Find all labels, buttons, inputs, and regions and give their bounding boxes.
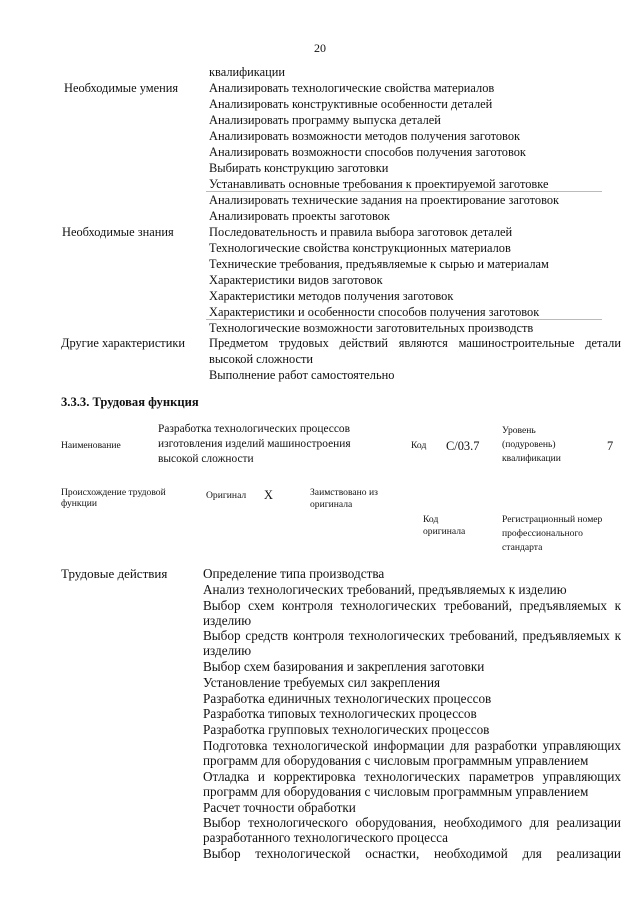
skills-item: Анализировать проекты заготовок xyxy=(209,209,390,223)
skills-item: Устанавливать основные требования к проектируемой заготовке xyxy=(209,177,549,191)
other-label: Другие характеристики xyxy=(61,336,186,350)
labor-action-item: программ для оборудования с числовым программным управлением xyxy=(203,753,589,768)
level-label: (подуровень) xyxy=(502,439,556,450)
labor-action-item: Разработка единичных технологических процессов xyxy=(203,691,492,706)
labor-action-item: Установление требуемых сил закрепления xyxy=(203,675,441,690)
skills-item: Анализировать технологические свойства материалов xyxy=(209,81,495,95)
knowledge-item: Технологические свойства конструкционных материалов xyxy=(209,241,511,255)
knowledge-item: Характеристики и особенности способов получения заготовок xyxy=(209,305,540,319)
skills-item: Анализировать возможности методов получения заготовок xyxy=(209,129,521,143)
other-item: Выполнение работ самостоятельно xyxy=(209,368,395,382)
level-value: 7 xyxy=(607,439,614,453)
origin-label: функции xyxy=(61,498,97,509)
labor-action-item: Анализ технологических требований, предъявляемых к изделию xyxy=(203,582,567,597)
reg-number-label: стандарта xyxy=(502,542,543,553)
reg-number-label: профессионального xyxy=(502,528,583,539)
function-name: изготовления изделий машиностроения xyxy=(158,438,351,450)
reg-number-label: Регистрационный номер xyxy=(502,514,603,525)
code-original-label: Код xyxy=(423,514,439,525)
level-label: квалификации xyxy=(502,453,561,464)
function-name: Разработка технологических процессов xyxy=(158,423,350,435)
labor-action-item: Выбор средств контроля технологических требований, предъявляемых к xyxy=(203,628,621,643)
knowledge-item: Технологические возможности заготовительных производств xyxy=(209,321,534,335)
code-label: Код xyxy=(411,440,427,451)
labor-action-item: программ для оборудования с числовым программным управлением xyxy=(203,784,589,799)
labor-action-item: изделию xyxy=(203,613,252,628)
labor-action-item: Расчет точности обработки xyxy=(203,800,356,815)
skills-item: Анализировать технические задания на проектирование заготовок xyxy=(209,193,560,207)
skills-label: Необходимые умения xyxy=(64,81,179,95)
skills-item: Анализировать конструктивные особенности деталей xyxy=(209,97,493,111)
labor-action-item: Выбор схем контроля технологических требований, предъявляемых к xyxy=(203,598,621,613)
continued-text: квалификации xyxy=(209,65,286,79)
original-label: Оригинал xyxy=(206,490,247,501)
skills-item: Выбирать конструкцию заготовки xyxy=(209,161,389,175)
knowledge-item: Последовательность и правила выбора заготовок деталей xyxy=(209,225,513,239)
code-original-label: оригинала xyxy=(423,526,466,537)
other-item: высокой сложности xyxy=(209,352,313,366)
skills-item: Анализировать программу выпуска деталей xyxy=(209,113,441,127)
original-mark: Х xyxy=(264,488,273,502)
knowledge-item: Характеристики видов заготовок xyxy=(209,273,383,287)
function-name: высокой сложности xyxy=(158,453,254,465)
labor-action-item: Выбор технологического оборудования, необходимого для реализации xyxy=(203,815,621,830)
borrowed-label: Заимствовано из xyxy=(310,487,378,498)
code-value: С/03.7 xyxy=(446,439,480,453)
labor-action-item: Подготовка технологической информации для разработки управляющих xyxy=(203,738,621,753)
knowledge-item: Технические требования, предъявляемые к сырью и материалам xyxy=(209,257,549,271)
skills-item: Анализировать возможности способов получения заготовок xyxy=(209,145,526,159)
level-label: Уровень xyxy=(502,425,536,436)
other-item: Предметом трудовых действий являются машиностроительные детали xyxy=(209,336,621,350)
labor-action-item: изделию xyxy=(203,643,252,658)
labor-action-item: Выбор технологической оснастки, необходимой для реализации xyxy=(203,846,621,861)
knowledge-label: Необходимые знания xyxy=(62,225,174,239)
labor-action-item: Разработка типовых технологических процессов xyxy=(203,706,477,721)
origin-label: Происхождение трудовой xyxy=(61,487,166,498)
borrowed-label: оригинала xyxy=(310,499,353,510)
labor-actions-label: Трудовые действия xyxy=(61,566,168,581)
page-number: 20 xyxy=(314,41,326,55)
labor-action-item: разработанного технологического процесса xyxy=(203,830,449,845)
labor-action-item: Выбор схем базирования и закрепления заготовки xyxy=(203,659,485,674)
labor-action-item: Определение типа производства xyxy=(203,566,385,581)
name-label: Наименование xyxy=(61,440,121,451)
labor-action-item: Отладка и корректировка технологических параметров управляющих xyxy=(203,769,621,784)
knowledge-item: Характеристики методов получения заготовок xyxy=(209,289,454,303)
labor-action-item: Разработка групповых технологических процессов xyxy=(203,722,490,737)
section-heading: 3.3.3. Трудовая функция xyxy=(61,395,199,409)
